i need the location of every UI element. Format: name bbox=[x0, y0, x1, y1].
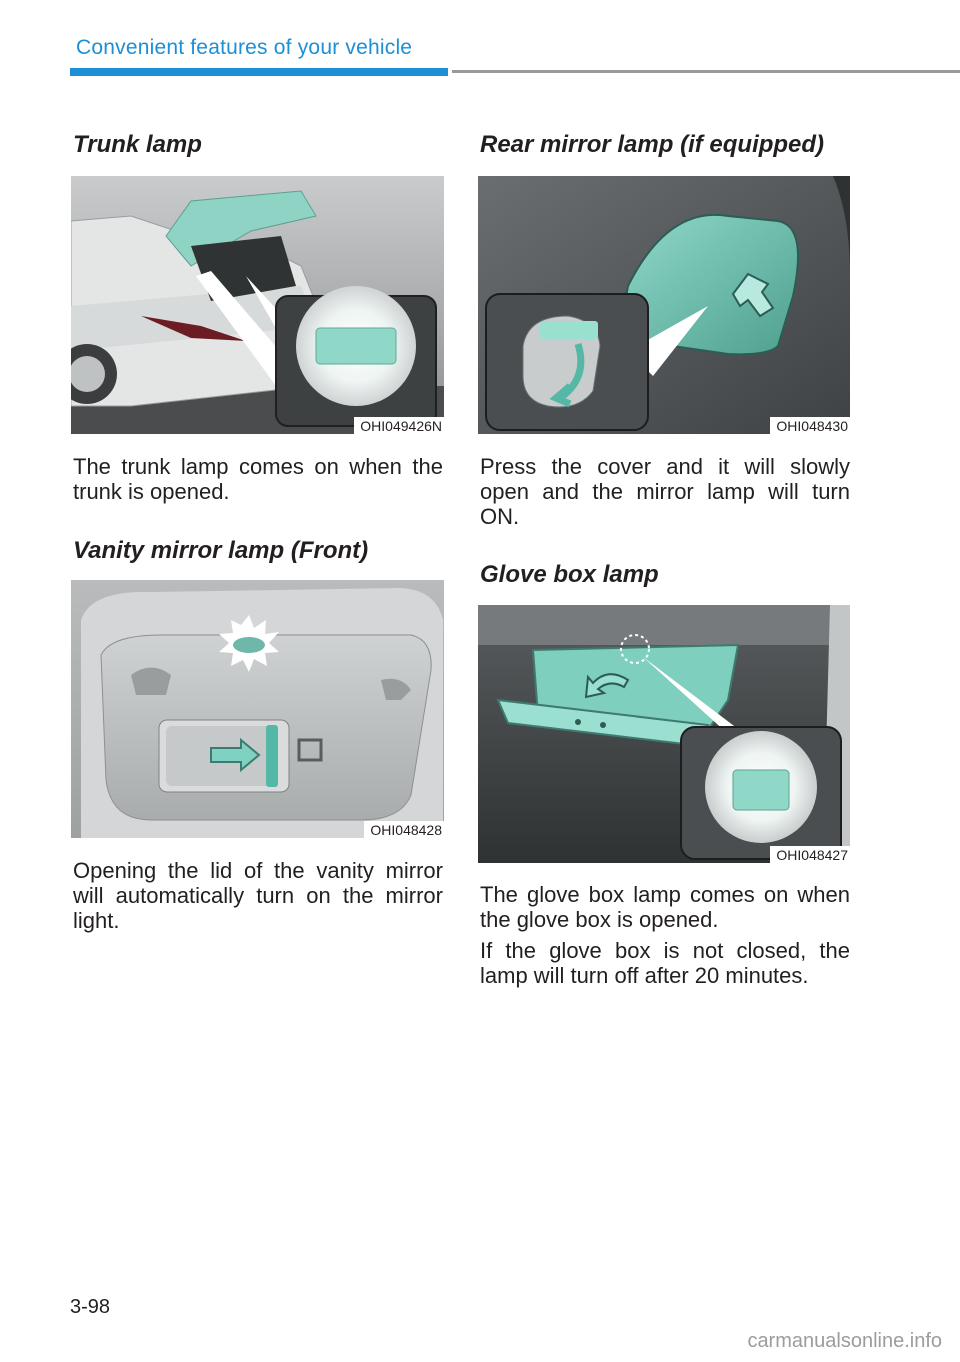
trunk-lamp-heading: Trunk lamp bbox=[73, 131, 202, 158]
rear-mirror-illustration bbox=[478, 176, 850, 434]
vanity-mirror-lamp-description: Opening the lid of the vanity mirror will automatically turn on the mirror light. bbox=[73, 858, 443, 933]
glove-box-lamp-timeout-note: If the glove box is not closed, the lamp will turn off after 20 minutes. bbox=[480, 938, 850, 988]
glove-box-drawing bbox=[478, 605, 850, 863]
trunk-lamp-description: The trunk lamp comes on when the trunk is opened. bbox=[73, 454, 443, 504]
rear-mirror-drawing bbox=[478, 176, 850, 434]
figure-code: OHI048428 bbox=[364, 821, 444, 838]
rear-mirror-lamp-description: Press the cover and it will slowly open and the mirror lamp will turn ON. bbox=[480, 454, 850, 529]
glove-box-lamp-heading: Glove box lamp bbox=[480, 561, 659, 588]
glove-box-lamp-description: The glove box lamp comes on when the glove box is opened. bbox=[480, 882, 850, 932]
section-header-title: Convenient features of your vehicle bbox=[76, 36, 413, 59]
glove-box-illustration bbox=[478, 605, 850, 863]
figure-code: OHI048430 bbox=[770, 417, 850, 434]
header-divider-line bbox=[452, 70, 960, 73]
page-number: 3-98 bbox=[70, 1296, 111, 1318]
vanity-mirror-lamp-heading: Vanity mirror lamp (Front) bbox=[73, 537, 369, 564]
watermark-text: carmanualsonline.info bbox=[747, 1330, 942, 1352]
trunk-lamp-illustration bbox=[71, 176, 444, 434]
rear-mirror-lamp-heading: Rear mirror lamp (if equipped) bbox=[480, 131, 825, 158]
figure-code: OHI049426N bbox=[354, 417, 444, 434]
vanity-mirror-illustration bbox=[71, 580, 444, 838]
vanity-mirror-drawing bbox=[71, 580, 444, 838]
trunk-lamp-drawing bbox=[71, 176, 444, 434]
figure-code: OHI048427 bbox=[770, 846, 850, 863]
header-accent-bar bbox=[70, 68, 448, 76]
